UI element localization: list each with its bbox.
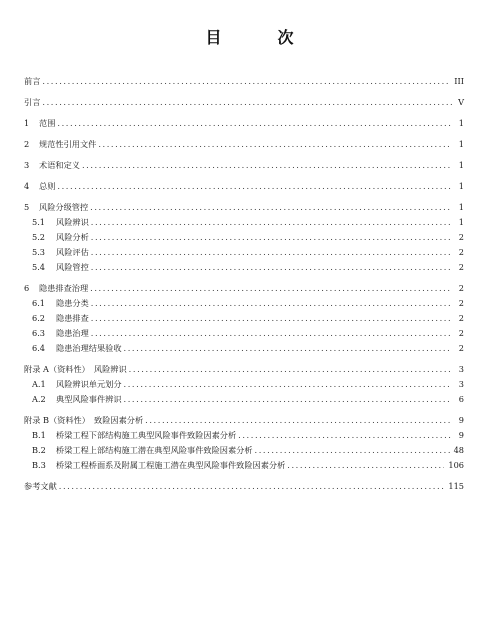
toc-entry-number: 6.2 — [32, 313, 46, 323]
toc-entry-label: 隐患排查 — [56, 313, 89, 323]
toc-entry[interactable] — [24, 260, 464, 275]
toc-entry-label: 风险评估 — [56, 247, 89, 257]
toc-entry[interactable] — [24, 479, 464, 494]
toc-entry[interactable] — [24, 413, 464, 428]
toc-entry[interactable] — [24, 296, 464, 311]
toc-dot-leader — [287, 458, 444, 473]
toc-dot-leader — [90, 200, 452, 215]
toc-entry-page-number: 48 — [453, 445, 464, 455]
toc-entry[interactable] — [24, 341, 464, 356]
toc-entry-page-number: 2 — [458, 262, 464, 272]
table-of-contents — [24, 74, 464, 494]
toc-entry-number: 2 — [24, 139, 30, 149]
toc-dot-leader — [91, 311, 452, 326]
toc-entry[interactable] — [24, 95, 464, 110]
toc-entry-label: 隐患排查治理 — [39, 283, 89, 293]
toc-entry-label: 桥梁工程下部结构施工典型风险事件致险因素分析 — [56, 430, 237, 440]
toc-dot-leader — [145, 413, 452, 428]
toc-entry[interactable] — [24, 281, 464, 296]
toc-entry-page-number: 2 — [458, 283, 464, 293]
toc-entry-label: 桥梁工程上部结构施工潜在典型风险事件致险因素分析 — [56, 445, 253, 455]
toc-entry-page-number: 1 — [458, 202, 464, 212]
toc-entry-label: 参考文献 — [24, 481, 57, 491]
toc-entry-label: 前言 — [24, 76, 41, 86]
toc-entry-page-number: 2 — [458, 343, 464, 353]
toc-dot-leader — [42, 74, 450, 89]
toc-entry-label: 风险管控 — [56, 262, 89, 272]
toc-entry[interactable] — [24, 116, 464, 131]
toc-entry-label: 风险辨识 — [56, 217, 89, 227]
toc-title: 目 次 — [205, 28, 314, 47]
toc-dot-leader — [124, 377, 452, 392]
toc-entry-number: 5.4 — [32, 262, 46, 272]
toc-entry[interactable] — [24, 74, 464, 89]
toc-entry[interactable] — [24, 311, 464, 326]
toc-entry-page-number: 2 — [458, 313, 464, 323]
toc-entry-page-number: 115 — [448, 481, 464, 491]
toc-dot-leader — [238, 428, 452, 443]
toc-entry-page-number: 6 — [458, 394, 464, 404]
toc-entry-number: B.2 — [32, 445, 46, 455]
toc-entry-page-number: 1 — [458, 181, 464, 191]
toc-entry[interactable] — [24, 443, 464, 458]
toc-entry-number: 1 — [24, 118, 30, 128]
toc-dot-leader — [91, 296, 452, 311]
toc-entry-label: 总则 — [39, 181, 56, 191]
toc-entry-number: 6.3 — [32, 328, 46, 338]
toc-entry-page-number: 2 — [458, 247, 464, 257]
toc-entry-number: 5.2 — [32, 232, 46, 242]
toc-entry-label: 隐患分类 — [56, 298, 89, 308]
toc-entry-label: 引言 — [24, 97, 41, 107]
toc-entry[interactable] — [24, 458, 464, 473]
toc-entry-page-number: 1 — [458, 139, 464, 149]
toc-entry-label: 范围 — [39, 118, 56, 128]
toc-entry[interactable] — [24, 200, 464, 215]
toc-entry-label: 风险辨识单元划分 — [56, 379, 122, 389]
toc-entry-number: 5 — [24, 202, 30, 212]
toc-entry[interactable] — [24, 245, 464, 260]
toc-entry-label: 风险分析 — [56, 232, 89, 242]
toc-dot-leader — [91, 245, 452, 260]
toc-entry-label: 规范性引用文件 — [39, 139, 97, 149]
toc-dot-leader — [91, 230, 452, 245]
toc-entry[interactable] — [24, 392, 464, 407]
toc-dot-leader — [124, 392, 452, 407]
toc-entry-number: 5.1 — [32, 217, 46, 227]
toc-entry-page-number: V — [458, 97, 464, 107]
toc-entry-label: 附录 B（资料性） 致险因素分析 — [24, 415, 144, 425]
toc-dot-leader — [91, 326, 452, 341]
toc-entry-page-number: 9 — [458, 430, 464, 440]
toc-dot-leader — [90, 281, 452, 296]
toc-entry-number: A.2 — [32, 394, 46, 404]
toc-entry[interactable] — [24, 158, 464, 173]
toc-dot-leader — [91, 215, 452, 230]
toc-dot-leader — [255, 443, 450, 458]
toc-entry-page-number: 9 — [458, 415, 464, 425]
toc-entry-page-number: 2 — [458, 328, 464, 338]
toc-entry-number: 3 — [24, 160, 30, 170]
toc-entry[interactable] — [24, 215, 464, 230]
toc-entry-page-number: 1 — [458, 118, 464, 128]
toc-entry-label: 隐患治理 — [56, 328, 89, 338]
toc-entry-label: 风险分级管控 — [39, 202, 89, 212]
toc-entry-number: 6 — [24, 283, 30, 293]
toc-entry-label: 附录 A（资料性） 风险辨识 — [24, 364, 127, 374]
toc-entry-number: 5.3 — [32, 247, 46, 257]
toc-entry-label: 典型风险事件辨识 — [56, 394, 122, 404]
toc-entry-number: 6.1 — [32, 298, 46, 308]
toc-dot-leader — [42, 95, 452, 110]
toc-entry[interactable] — [24, 362, 464, 377]
toc-dot-leader — [129, 362, 452, 377]
toc-entry-label: 桥梁工程桥面系及附属工程施工潜在典型风险事件致险因素分析 — [56, 460, 286, 470]
toc-entry-page-number: 3 — [458, 379, 464, 389]
toc-entry-number: B.3 — [32, 460, 46, 470]
toc-entry-label: 隐患治理结果验收 — [56, 343, 122, 353]
toc-dot-leader — [98, 137, 452, 152]
toc-entry[interactable] — [24, 137, 464, 152]
toc-entry-label: 术语和定义 — [39, 160, 80, 170]
toc-dot-leader — [57, 179, 452, 194]
toc-dot-leader — [59, 479, 445, 494]
toc-dot-leader — [82, 158, 452, 173]
toc-entry[interactable] — [24, 230, 464, 245]
toc-entry-page-number: 2 — [458, 232, 464, 242]
toc-dot-leader — [91, 260, 452, 275]
toc-entry-page-number: 1 — [458, 160, 464, 170]
toc-entry[interactable] — [24, 377, 464, 392]
toc-entry-number: 6.4 — [32, 343, 46, 353]
toc-entry[interactable] — [24, 428, 464, 443]
toc-entry-page-number: 2 — [458, 298, 464, 308]
toc-dot-leader — [57, 116, 452, 131]
toc-entry-page-number: 3 — [458, 364, 464, 374]
toc-dot-leader — [124, 341, 452, 356]
toc-entry[interactable] — [24, 179, 464, 194]
toc-entry-page-number: 1 — [458, 217, 464, 227]
toc-entry-page-number: 106 — [448, 460, 464, 470]
toc-entry[interactable] — [24, 326, 464, 341]
toc-entry-number: A.1 — [32, 379, 46, 389]
toc-entry-page-number: III — [454, 76, 464, 86]
toc-entry-number: B.1 — [32, 430, 46, 440]
toc-entry-number: 4 — [24, 181, 30, 191]
